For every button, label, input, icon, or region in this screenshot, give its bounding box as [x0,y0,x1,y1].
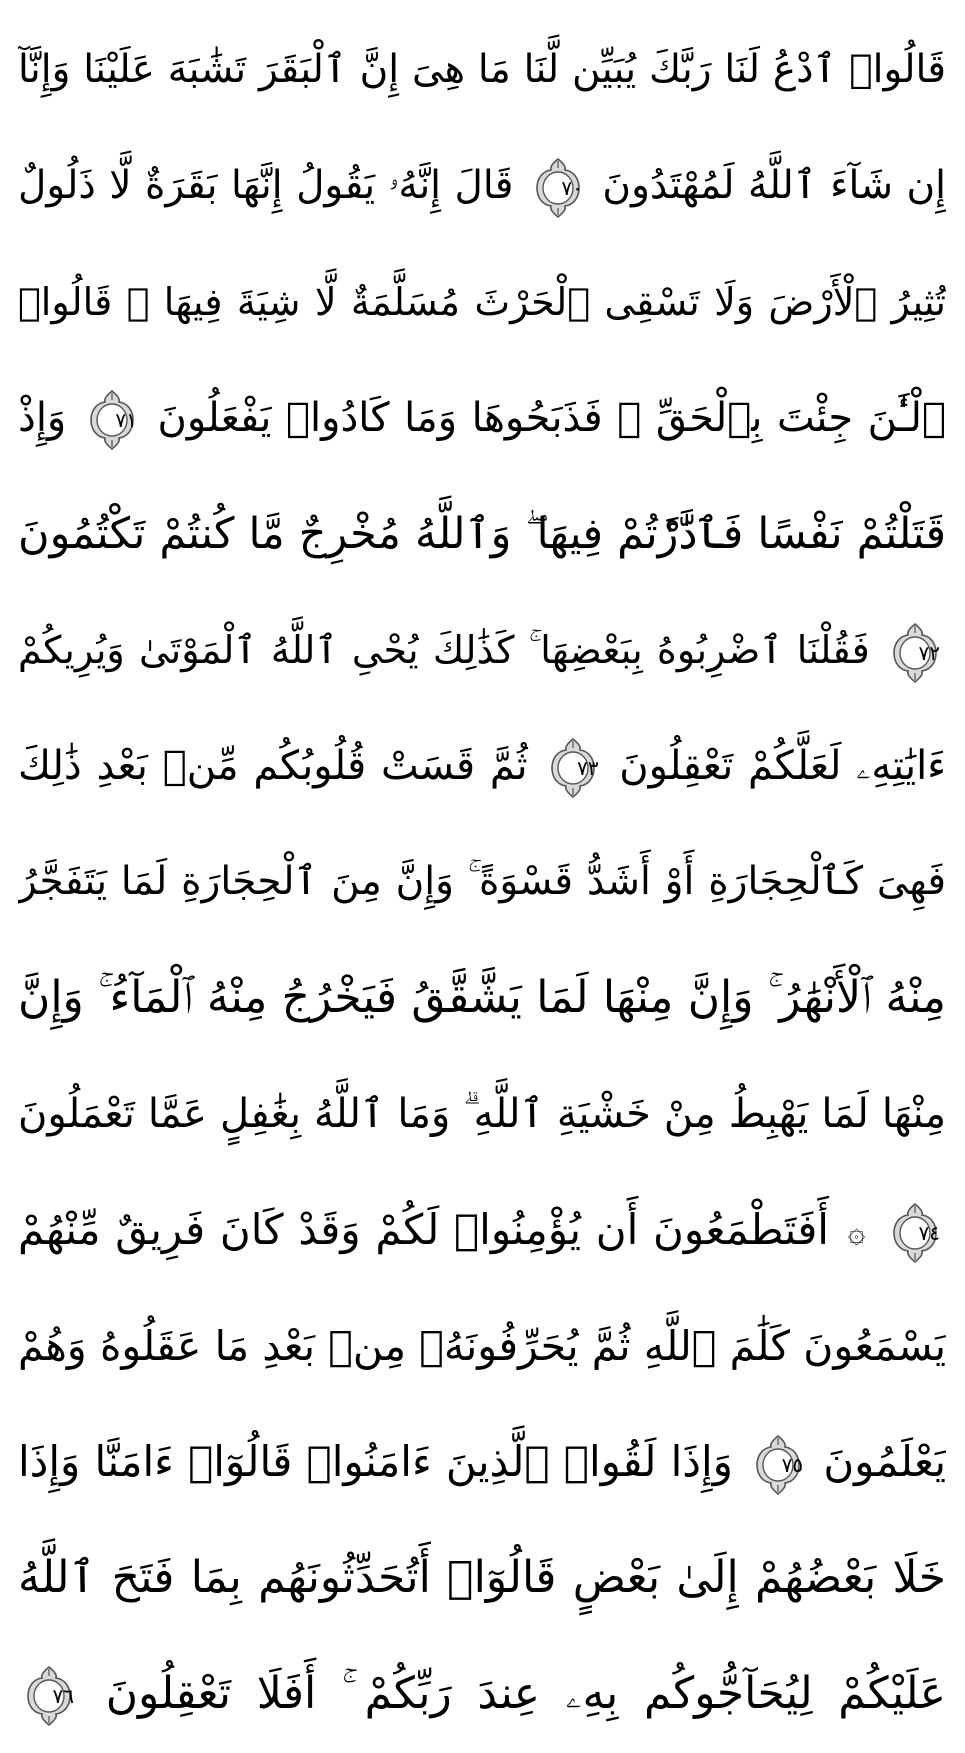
verse-line [18,360,946,476]
ayah-number: ٧٢ [918,640,940,665]
verse-line [18,12,946,128]
verse-text: فَهِىَ كَٱلْحِجَارَةِ أَوْ أَشَدُّ قَسْوَةً ۚ وَإِنَّ مِنَ ٱلْحِجَارَةِ لَمَا يَتَفَجَّرُ [18,859,946,904]
ayah-number: ٧٤ [918,1220,940,1245]
verse-line [18,592,946,708]
verse-text: خَلَا بَعْضُهُمْ إِلَىٰ بَعْضٍ قَالُوٓا۟ أَتُحَدِّثُونَهُم بِمَا فَتَحَ ٱللَّهُ [18,1552,946,1603]
verse-text: أَفَتَطْمَعُونَ أَن يُؤْمِنُوا۟ لَكُمْ وَقَدْ كَانَ فَرِيقٌ مِّنْهُمْ [18,1205,829,1254]
ayah-number-marker [890,621,940,685]
verse-text: ٱلْـَٰٔنَ جِئْتَ بِٱلْحَقِّ ۚ فَذَبَحُوهَا وَمَا كَادُوا۟ يَفْعَلُونَ [157,395,946,441]
verse-text: مِنْهَا لَمَا يَهْبِطُ مِنْ خَشْيَةِ ٱللَّهِ ۗ وَمَا ٱللَّهُ بِغَٰفِلٍ عَمَّا تَعْمَلُونَ [18,1091,946,1137]
ayah-number-marker [890,1201,940,1265]
verse-line [18,1636,946,1752]
verse-line [18,940,946,1056]
ayah-number: ٧٥ [781,1452,804,1477]
verse-text: يَسْمَعُونَ كَلَٰمَ ٱللَّهِ ثُمَّ يُحَرِّفُونَهُۥ مِنۢ بَعْدِ مَا عَقَلُوهُ وَهُمْ [18,1322,946,1370]
verse-text: فَقُلْنَا ٱضْرِبُوهُ بِبَعْضِهَا ۚ كَذَٰلِكَ يُحْىِ ٱللَّهُ ٱلْمَوْتَىٰ وَيُرِيكُمْ [18,628,870,672]
verse-text: قَالُوا۟ ٱدْعُ لَنَا رَبَّكَ يُبَيِّن لَّنَا مَا هِىَ إِنَّ ٱلْبَقَرَ تَشَٰبَهَ عَلَيْنَا وَإِنَّآ [18,47,946,92]
verse-line [18,824,946,940]
verse-text: مِنْهُ ٱلْأَنْهَٰرُ ۚ وَإِنَّ مِنْهَا لَمَا يَشَّقَّقُ فَيَخْرُجُ مِنْهُ ٱلْمَآءُ ۚ وَإِنَّ [18,972,946,1023]
verse-text: قَتَلْتُمْ نَفْسًا فَٱدَّٰرَْٔتُمْ فِيهَا ۖ وَٱللَّهُ مُخْرِجٌ مَّا كُنتُمْ تَكْتُمُونَ [18,509,946,559]
hizb-star-icon: ۞ [847,1214,866,1250]
verse-text: وَإِذْ [18,395,67,441]
ayah-number-marker [753,1433,803,1497]
verse-text: وَإِذَا لَقُوا۟ ٱلَّذِينَ ءَامَنُوا۟ قَالُوٓا۟ ءَامَنَّا وَإِذَا [18,1437,733,1486]
verse-line [18,1172,946,1288]
verse-text: ءَايَٰتِهِۦ لَعَلَّكُمْ تَعْقِلُونَ [619,743,946,789]
ayah-number: ٧٠ [561,175,583,200]
verse-line [18,476,946,592]
verse-text: إِن شَآءَ ٱللَّهُ لَمُهْتَدُونَ [602,163,946,208]
verse-line [18,1288,946,1404]
verse-line [18,1520,946,1636]
ayah-number-marker [533,156,583,220]
ayah-number-marker [24,1664,74,1728]
verse-text: قَالَ إِنَّهُۥ يَقُولُ إِنَّهَا بَقَرَةٌ لَّا ذَلُولٌ [18,163,514,208]
ayah-number-marker [87,388,137,452]
verse-line [18,1056,946,1172]
ayah-number: ٧٦ [52,1684,74,1708]
verse-text: تُثِيرُ ٱلْأَرْضَ وَلَا تَسْقِى ٱلْحَرْثَ مُسَلَّمَةٌ لَّا شِيَةَ فِيهَا ۚ قَالُوا۟ [18,280,946,324]
ayah-number: ٧٣ [576,756,599,780]
ayah-number: ٧١ [115,408,137,432]
verse-text: عَلَيْكُمْ لِيُحَآجُّوكُم بِهِۦ عِندَ رَبِّكُمْ ۚ أَفَلَا تَعْقِلُونَ [105,1668,946,1719]
verse-text: يَعْلَمُونَ [823,1437,946,1486]
verse-line [18,128,946,244]
verse-line [18,244,946,360]
verse-line [18,708,946,824]
verse-text: ثُمَّ قَسَتْ قُلُوبُكُم مِّنۢ بَعْدِ ذَٰلِكَ [18,743,528,789]
verse-line [18,1404,946,1520]
ayah-number-marker [548,736,598,800]
